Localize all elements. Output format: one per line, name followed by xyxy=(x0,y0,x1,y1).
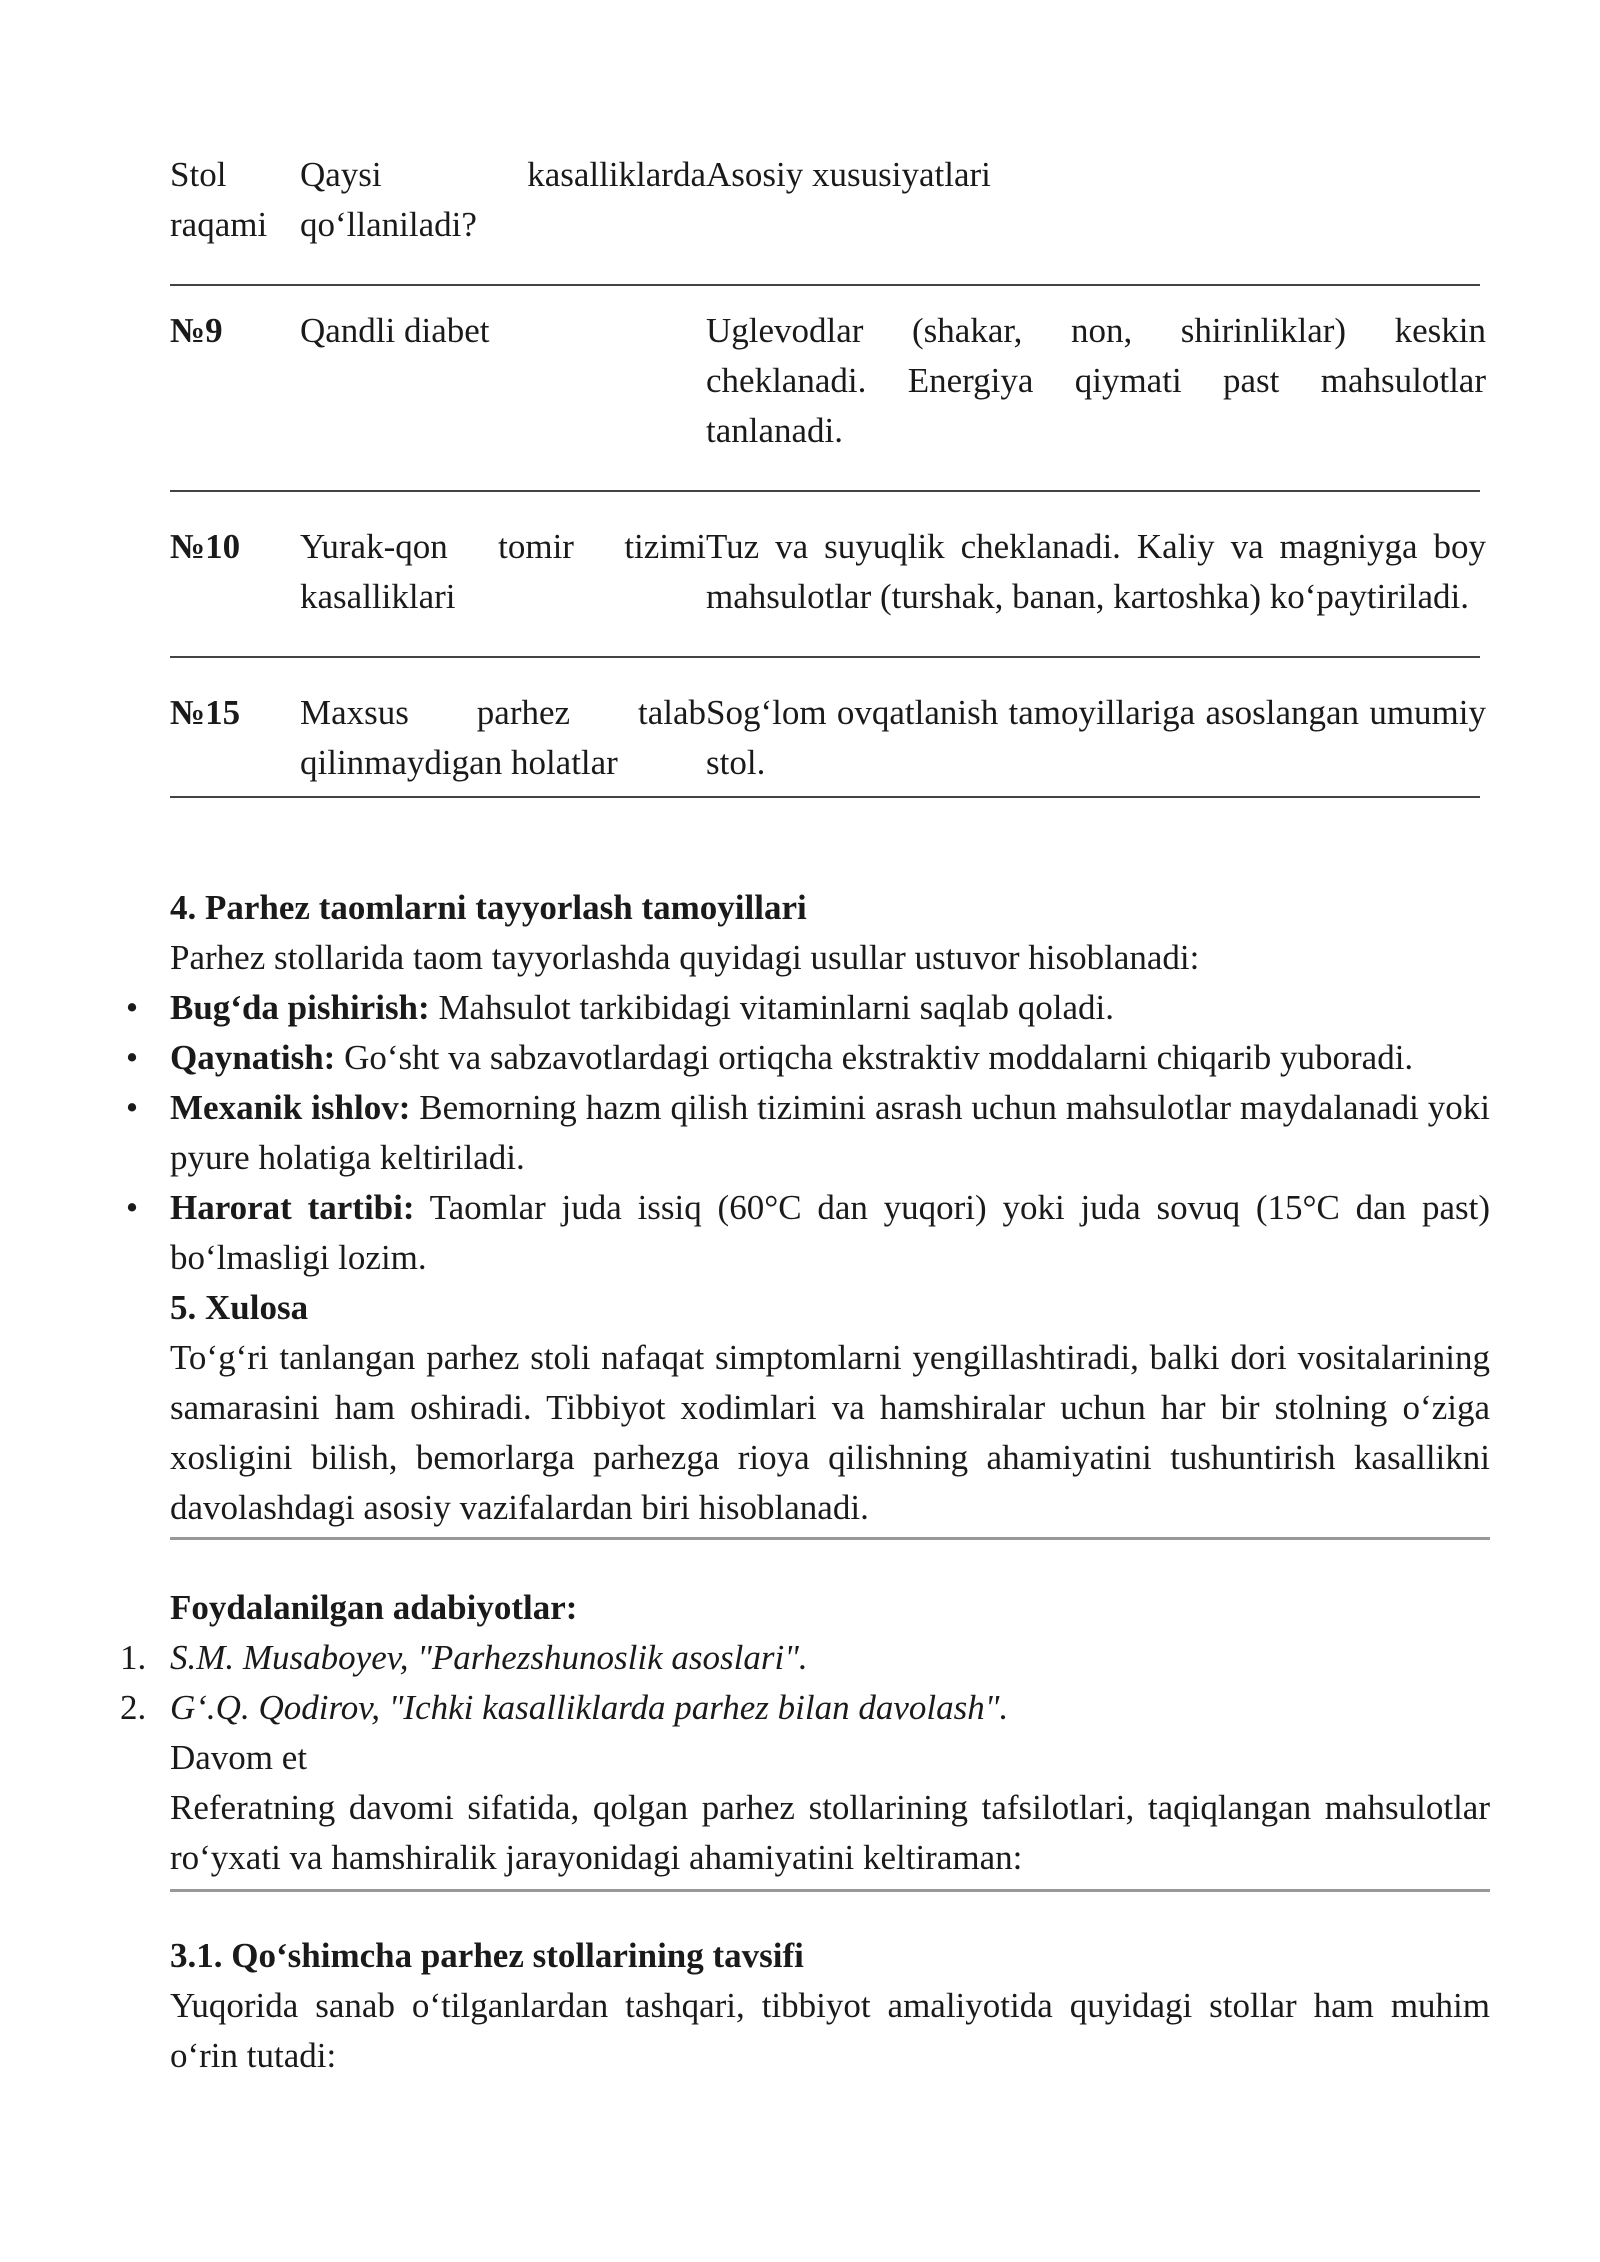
table-rule xyxy=(170,796,1480,798)
table-row xyxy=(170,688,1486,788)
section-heading: 5. Xulosa xyxy=(170,1288,309,1327)
list-item: • Mexanik ishlov: Bemorning hazm qilish tizimini asrash uchun mahsulotlar maydalanadi yoki pyure holatiga keltiriladi. xyxy=(170,1083,1490,1183)
table-rule xyxy=(170,490,1480,492)
table-disease: Qandli diabet xyxy=(300,311,490,350)
bullet-icon: • xyxy=(125,1088,139,1127)
section-3-1 xyxy=(170,1931,1490,2081)
table-rule xyxy=(170,284,1480,286)
diet-table xyxy=(170,150,1486,798)
list-item: • Qaynatish: Go‘sht va sabzavotlardagi ortiqcha ekstraktiv moddalarni chiqarib yuboradi. xyxy=(170,1033,1490,1083)
header-diseases: Qaysi kasalliklarda qo‘llaniladi? xyxy=(300,155,706,244)
conclusion-paragraph: To‘g‘ri tanlangan parhez stoli nafaqat simptomlarni yengillashtiradi, balki dori vositalarining samarasini ham oshiradi. Tibbiyot xodimlari va hamshiralar uchun har bir stolning o‘ziga xosligini bilish, bemorlarga parhezga rioya qilishning ahamiyatini tushuntirish kasallikni davolashdagi asosiy vazifalardan biri hisoblanadi. xyxy=(170,1338,1490,1527)
table-disease: Yurak-qon tomir tizimi kasalliklari xyxy=(300,527,706,616)
header-features: Asosiy xususiyatlari xyxy=(706,155,991,194)
table-number: №15 xyxy=(170,693,241,732)
table-header-row xyxy=(170,150,1480,250)
horizontal-rule xyxy=(170,1537,1490,1540)
section-4 xyxy=(125,883,1490,1540)
section-paragraph: Yuqorida sanab o‘tilganlardan tashqari, tibbiyot amaliyotida quyidagi stollar ham muhim o‘rin tutadi: xyxy=(170,1986,1490,2075)
bullet-icon: • xyxy=(125,1038,139,1077)
list-item: • Harorat tartibi: Taomlar juda issiq (60°C dan yuqori) yoki juda sovuq (15°C dan past) bo‘lmasligi lozim. xyxy=(170,1183,1490,1283)
continue-label: Davom et xyxy=(170,1738,308,1777)
continue-paragraph: Referatning davomi sifatida, qolgan parhez stollarining tafsilotlari, taqiqlangan mahsulotlar ro‘yxati va hamshiralik jarayonidagi ahamiyatini keltiraman: xyxy=(170,1788,1490,1877)
list-item: 2. G‘.Q. Qodirov, "Ichki kasalliklarda parhez bilan davolash". xyxy=(120,1688,1009,1727)
section-intro: Parhez stollarida taom tayyorlashda quyidagi usullar ustuvor hisoblanadi: xyxy=(170,938,1200,977)
bullet-icon: • xyxy=(125,1188,139,1227)
header-table-number: Stol raqami xyxy=(170,155,268,244)
table-features: Uglevodlar (shakar, non, shirinliklar) keskin cheklanadi. Energiya qiymati past mahsulotlar tanlanadi. xyxy=(706,311,1486,450)
section-heading: 3.1. Qo‘shimcha parhez stollarining tavsifi xyxy=(170,1936,804,1975)
list-item: 1. S.M. Musaboyev, "Parhezshunoslik asoslari". xyxy=(120,1638,808,1677)
table-features: Tuz va suyuqlik cheklanadi. Kaliy va magniyga boy mahsulotlar (turshak, banan, kartoshka) ko‘paytiriladi. xyxy=(706,527,1486,616)
table-disease: Maxsus parhez talab qilinmaydigan holatlar xyxy=(300,693,706,782)
table-row xyxy=(170,306,1486,456)
table-row xyxy=(170,522,1486,622)
table-rule xyxy=(170,656,1480,658)
table-features: Sog‘lom ovqatlanish tamoyillariga asoslangan umumiy stol. xyxy=(706,693,1486,782)
bullet-icon: • xyxy=(125,988,139,1027)
references-heading: Foydalanilgan adabiyotlar: xyxy=(170,1588,578,1627)
list-item: • Bug‘da pishirish: Mahsulot tarkibidagi vitaminlarni saqlab qoladi. xyxy=(170,983,1490,1033)
horizontal-rule xyxy=(170,1889,1490,1892)
table-number: №10 xyxy=(170,527,241,566)
table-number: №9 xyxy=(170,311,223,350)
section-heading: 4. Parhez taomlarni tayyorlash tamoyillari xyxy=(170,888,807,927)
references-section xyxy=(120,1583,1490,1892)
